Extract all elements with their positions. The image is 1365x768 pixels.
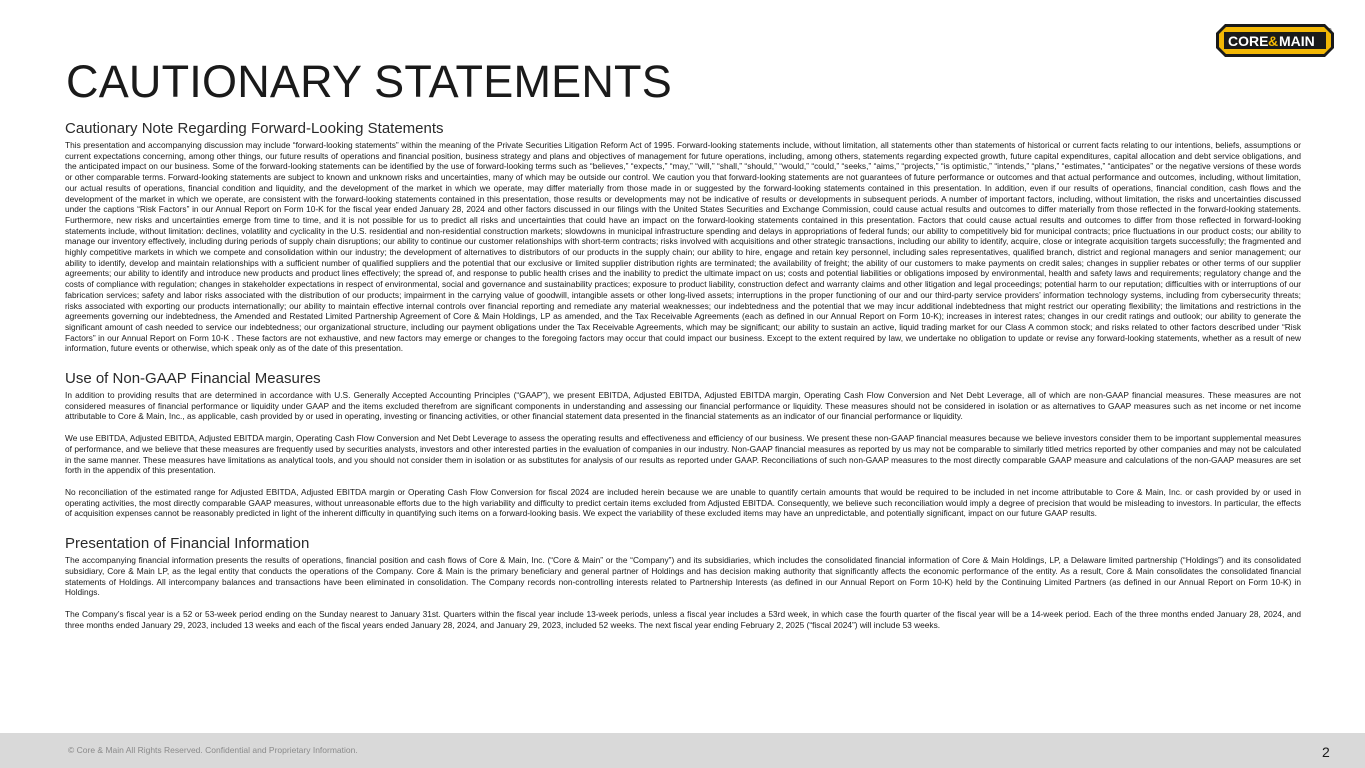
main-content (65, 120, 1301, 630)
non-gaap-paragraph-3: No reconciliation of the estimated range for Adjusted EBITDA, Adjusted EBITDA margin or Operating Cash Flow Conversion for fiscal 2024 are included herein because we are unable to quantify certain amounts that would be required to be included in net income attributable to Core & Main, Inc. or cash provided by or used in operating activities, the most directly comparable GAAP measures, without unreasonable efforts due to the high variability and difficulty to predict certain items excluded from Adjusted EBITDA. Consequently, we believe such reconciliation would imply a degree of precision that would be misleading to investors. In particular, the effects of acquisition expenses cannot be reasonably predicted in light of the inherent difficulty in quantifying such items on a forward-looking basis. We expect the variability of these excluded items may have an unpredictable, and potentially significant, impact on our future GAAP results. (65, 486, 1301, 519)
section-heading-non-gaap: Use of Non-GAAP Financial Measures (65, 370, 321, 388)
logo-text-right: MAIN (1279, 33, 1315, 49)
non-gaap-paragraph-1: In addition to providing results that are determined in accordance with U.S. Generally Accepted Accounting Principles (“GAAP”), we present EBITDA, Adjusted EBITDA, Adjusted EBITDA margin, Operating Cash Flow Conversion and Net Debt Leverage, all of which are non-GAAP financial measures. These measures are not considered measures of financial performance or liquidity under GAAP and the items excluded therefrom are significant components in understanding and assessing our financial performance or liquidity. These measures should not be considered in isolation or as alternatives to GAAP measures such as net income or net income attributable to Core & Main, Inc., as applicable, cash provided by or used in operating, investing or financing activities, or other financial statement data presented in the financial statements as an indicator of our financial performance or liquidity. (65, 390, 1301, 422)
logo-ampersand: & (1268, 33, 1279, 49)
page-number: 2 (1322, 744, 1330, 760)
section-heading-forward-looking: Cautionary Note Regarding Forward-Looking Statements (65, 120, 444, 137)
core-and-main-logo (1216, 24, 1334, 57)
logo-registered-mark: ® (1328, 28, 1332, 34)
page-title: CAUTIONARY STATEMENTS (66, 56, 672, 107)
footer-bar (0, 733, 1365, 768)
footer-copyright: © Core & Main All Rights Reserved. Confidential and Proprietary Information. (68, 745, 358, 755)
financial-info-paragraph-2: The Company’s fiscal year is a 52 or 53-week period ending on the Sunday nearest to January 31st. Quarters within the fiscal year include 13-week periods, unless a fiscal year includes a 53rd week, in which case the fourth quarter of the fiscal year will be a 14-week period. Each of the three months ended January 28, 2024, and three months ended January 29, 2023, included 13 weeks and each of the fiscal years ended January 28, 2024, and January 29, 2023, included 52 weeks. The next fiscal year ending February 2, 2025 (“fiscal 2024”) will include 53 weeks. (65, 608, 1301, 630)
forward-looking-paragraph: This presentation and accompanying discussion may include “forward-looking statements” within the meaning of the Private Securities Litigation Reform Act of 1995. Forward-looking statements include, without limitation, all statements other than statements of historical or current facts relating to our intentions, beliefs, assumptions or current expectations concerning, among other things, our future results of operations and financial position, business strategy and plans and objectives of management for future operations, including, among others, statements regarding expected growth, future capital expenditures, capital allocation and debt service obligations, and the anticipated impact on our business. Some of the forward-looking statements can be identified by the use of forward-looking terms such as “believes,” “expects,” “may,” “will,” “shall,” “should,” “would,” “could,” “seeks,” “aims,” “projects,” “is optimistic,” “intends,” “plans,” “estimates,” “anticipates” or the negative versions of these words or other comparable terms. Forward-looking statements are subject to known and unknown risks and uncertainties, many of which may be outside our control. We caution you that forward-looking statements are not guarantees of future performance or outcomes and that actual performance and outcomes, including, without limitation, our actual results of operations, financial condition and liquidity, and the development of the market in which we operate, may differ materially from those made in or suggested by the forward-looking statements contained in this presentation. In addition, even if our results of operations, financial condition, cash flows and the development of the market in which we operate, are consistent with the forward-looking statements contained in this presentation, those results or developments may not be indicative of results or developments in subsequent periods. A number of important factors, including, without limitation, the risks and uncertainties discussed under the captions “Risk Factors” in our Annual Report on Form 10-K for the fiscal year ended January 28, 2024 and other factors discussed in our filings with the United States Securities and Exchange Commission, could cause actual results and outcomes to differ materially from those reflected in the forward-looking statements. Furthermore, new risks and uncertainties emerge from time to time, and it is not possible for us to predict all risks and uncertainties that could have an impact on the forward-looking statements contained in this presentation. Factors that could cause actual results and outcomes to differ from those reflected in forward-looking statements include, without limitation: declines, volatility and cyclicality in the U.S. residential and non-residential construction markets; slowdowns in municipal infrastructure spending and delays in appropriations of federal funds; our ability to competitively bid for municipal contracts; price fluctuations in our product costs; our ability to manage our inventory effectively, including during periods of supply chain disruptions; our ability to continue our customer relationships with short-term contracts; risks involved with acquisitions and other strategic transactions, including our ability to identify, acquire, close or integrate acquisition targets successfully; the fragmented and highly competitive markets in which we compete and consolidation within our industry; the development of alternatives to distributors of our products in the supply chain; our ability to hire, engage and retain key personnel, including sales representatives, qualified branch, district and regional managers and senior management; our ability to identify, develop and maintain relationships with a sufficient number of qualified suppliers and the potential that our exclusive or limited supplier distribution rights are terminated; the availability of freight; the ability of our customers to make payments on credit sales; changes in supplier rebates or other terms of our supplier agreements; our ability to identify and introduce new products and product lines effectively; the spread of, and response to public health crises and the inability to predict the ultimate impact on us; costs and potential liabilities or obligations imposed by environmental, health and safety laws and requirements; regulatory change and the costs of compliance with regulation; changes in stakeholder expectations in respect of environmental, social and governance and sustainability practices; exposure to product liability, construction defect and warranty claims and other litigation and legal proceedings; potential harm to our reputation; difficulties with or interruptions of our fabrication services; safety and labor risks associated with the distribution of our products; impairment in the carrying value of goodwill, intangible assets or other long-lived assets; interruptions in the proper functioning of our and our third-party service providers’ information technology systems, including from cybersecurity threats; risks associated with exporting our products internationally; our ability to maintain effective internal controls over financial reporting and remediate any material weaknesses; our indebtedness and the potential that we may incur additional indebtedness that might restrict our operating flexibility; the limitations and restrictions in the agreements governing our indebtedness, the Amended and Restated Limited Partnership Agreement of Core & Main Holdings, LP as amended, and the Tax Receivable Agreements (each as defined in our Annual Report on Form 10-K); increases in interest rates; changes in our credit ratings and outlook; our ability to generate the significant amount of cash needed to service our indebtedness; our organizational structure, including our payment obligations under the Tax Receivable Agreements, which may be significant; our ability to sustain an active, liquid trading market for our Class A common stock; and risks related to other factors described under “Risk Factors” in our Annual Report on Form 10-K . These factors are not exhaustive, and new factors may emerge or changes to the foregoing factors may occur that could impact our business. Except to the extent required by law, we undertake no obligation to update or revise any forward-looking statements, whether as a result of new information, future events or otherwise, which speak only as of the date of this presentation. (65, 140, 1301, 354)
non-gaap-paragraph-2: We use EBITDA, Adjusted EBITDA, Adjusted EBITDA margin, Operating Cash Flow Conversion and Net Debt Leverage to assess the operating results and effectiveness and efficiency of our business. We present these non-GAAP financial measures because we believe investors consider them to be important supplemental measures of performance, and we believe that these measures are frequently used by securities analysts, investors and other interested parties in the evaluation of companies in our industry. Non-GAAP financial measures as reported by us may not be comparable to similarly titled metrics reported by other companies and may not be calculated in the same manner. These measures have limitations as analytical tools, and you should not consider them in isolation or as substitutes for analysis of our results as reported under GAAP. Reconciliations of such non-GAAP measures to the most directly comparable GAAP measure and calculations of the non-GAAP measures are set forth in the appendix of this presentation. (65, 433, 1301, 476)
logo-text-left: CORE (1228, 33, 1269, 49)
section-heading-financial-information: Presentation of Financial Information (65, 535, 310, 553)
financial-info-paragraph-1: The accompanying financial information presents the results of operations, financial position and cash flows of Core & Main, Inc. (“Core & Main” or the “Company”) and its subsidiaries, which includes the consolidated financial information of Core & Main Holdings, LP, a Delaware limited partnership (“Holdings”) and its consolidated subsidiary, Core & Main LP, as the legal entity that conducts the operations of the Company. Core & Main is the primary beneficiary and general partner of Holdings and has decision making authority that significantly affects the economic performance of the entity. As a result, Core & Main consolidates the consolidated financial statements of Holdings. All intercompany balances and transactions have been eliminated in consolidation. The Company records non-controlling interests related to Partnership Interests (as defined in our Annual Report on Form 10-K) held by the Continuing Limited Partners (as defined in our Annual Report on Form 10-K) in Holdings. (65, 555, 1301, 598)
